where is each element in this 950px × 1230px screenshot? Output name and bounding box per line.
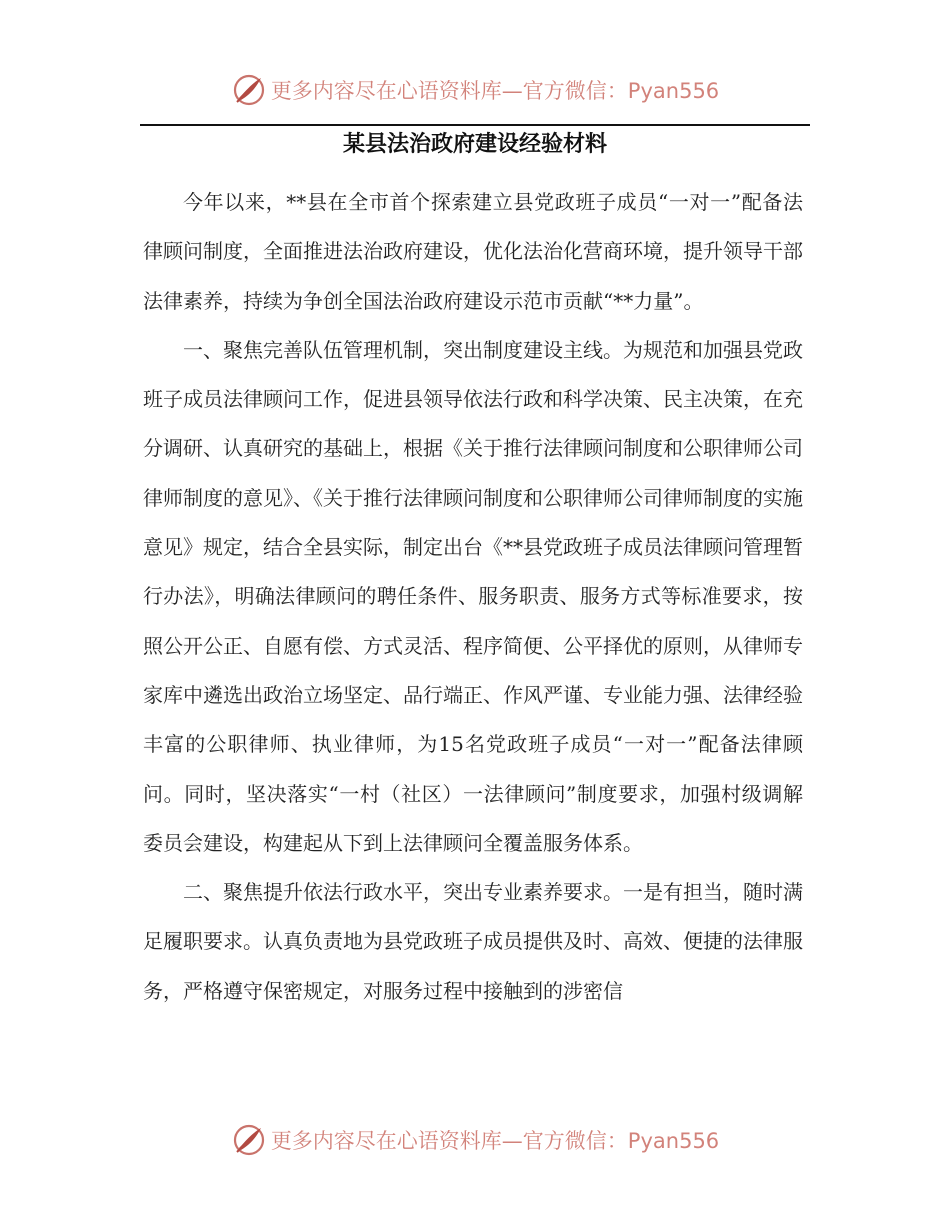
paragraph: 今年以来，**县在全市首个探索建立县党政班子成员“一对一”配备法律顾问制度，全面推进法治政府建设，优化法治化营商环境，提升领导干部法律素养，持续为争创全国法治政府建设示范市贡献“**力量”。 bbox=[143, 190, 803, 313]
quill-logo-icon bbox=[231, 72, 267, 108]
banner-text: 更多内容尽在心语资料库—官方微信：Pyan556 bbox=[270, 79, 720, 103]
header-banner bbox=[0, 70, 950, 110]
footer-banner bbox=[0, 1120, 950, 1160]
paragraph: 二、聚焦提升依法行政水平，突出专业素养要求。一是有担当，随时满足履职要求。认真负责地为县党政班子成员提供及时、高效、便捷的法律服务，严格遵守保密规定，对服务过程中接触到的涉密信 bbox=[143, 880, 803, 1003]
quill-logo-icon bbox=[231, 1122, 267, 1158]
paragraph: 一、聚焦完善队伍管理机制，突出制度建设主线。为规范和加强县党政班子成员法律顾问工作，促进县领导依法行政和科学决策、民主决策，在充分调研、认真研究的基础上，根据《关于推行法律顾问制度和公职律师公司律师制度的意见》、《关于推行法律顾问制度和公职律师公司律师制度的实施意见》规定，结合全县实际，制定出台《**县党政班子成员法律顾问管理暂行办法》，明确法律顾问的聘任条件、服务职责、服务方式等标准要求，按照公开公正、自愿有偿、方式灵活、程序简便、公平择优的原则，从律师专家库中遴选出政治立场坚定、品行端正、作风严谨、专业能力强、法律经验丰富的公职律师、执业律师，为15名党政班子成员“一对一”配备法律顾问。同时，坚决落实“一村（社区）一法律顾问”制度要求，加强村级调解委员会建设，构建起从下到上法律顾问全覆盖服务体系。 bbox=[143, 337, 803, 855]
banner-text: 更多内容尽在心语资料库—官方微信：Pyan556 bbox=[270, 1129, 720, 1153]
document-title: 某县法治政府建设经验材料 bbox=[342, 132, 607, 157]
header-rule bbox=[140, 124, 810, 126]
document-body bbox=[143, 178, 803, 1016]
